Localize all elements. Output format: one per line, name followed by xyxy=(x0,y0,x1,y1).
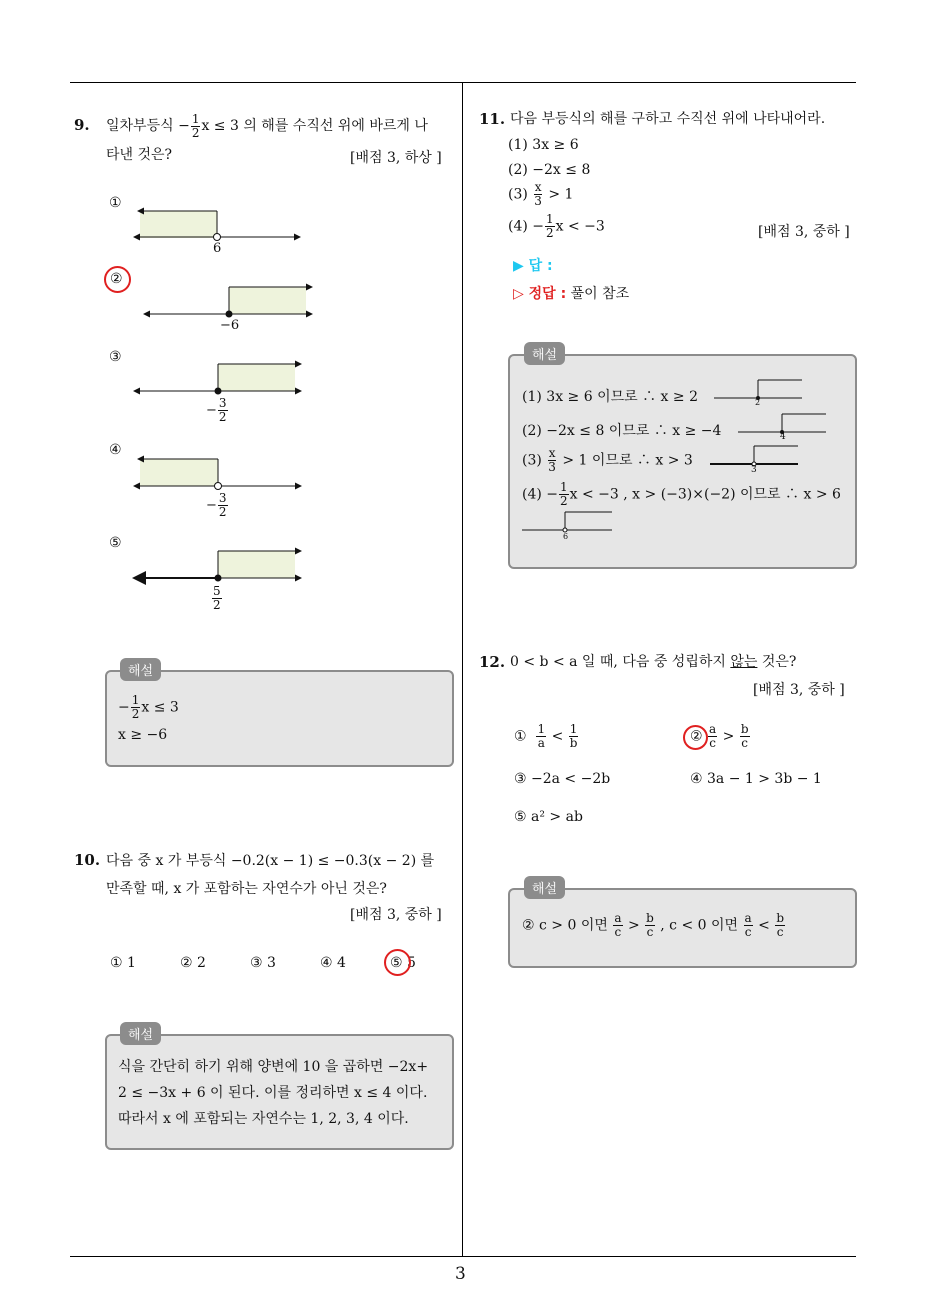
q12-solution-tab: 해설 xyxy=(524,876,565,899)
q9-score: [배점 3, 하상 ] xyxy=(350,150,442,166)
q12-choice-5[interactable]: ⑤ a² > ab xyxy=(514,809,583,825)
q9-option5-line[interactable] xyxy=(134,551,301,582)
q12-choice-4[interactable]: ④ 3a − 1 > 3b − 1 xyxy=(690,771,822,787)
q12-choice-2[interactable]: ② $\frac{a}{c}$ > $\frac{b}{c}$ xyxy=(690,722,749,750)
q10-choice-4[interactable]: ④ 4 xyxy=(320,955,346,971)
q11-text: 다음 부등식의 해를 구하고 수직선 위에 나타내어라. xyxy=(510,111,826,127)
page-number: 3 xyxy=(455,1264,466,1284)
q9-option5-tick: $\frac{5}{2}$ xyxy=(213,584,221,612)
q11-number: 11. xyxy=(479,110,506,128)
q12-answer-circle xyxy=(683,725,708,750)
q10-text-line2: 만족할 때, x 가 포함하는 자연수가 아닌 것은? xyxy=(106,881,387,897)
q11-score: [배점 3, 중하 ] xyxy=(758,224,850,240)
q11-solution-4: (4) − $\frac{1}{2}$ x < −3 , x > (−3)×(−2) 이므로 ∴ x > 6 xyxy=(522,480,841,508)
q12-solution-line: ② c > 0 이면 $\frac{a}{c}$ > $\frac{b}{c}$ , c < 0 이면 $\frac{a}{c}$ < $\frac{b}{c}$ xyxy=(522,911,784,939)
top-rule xyxy=(70,82,856,83)
q10-answer-circle xyxy=(384,949,411,976)
q9-number: 9. xyxy=(74,116,90,134)
q11-item-4: (4) − $\frac{1}{2}$ x < −3 xyxy=(508,212,605,240)
q10-choice-5[interactable]: ⑤ 5 xyxy=(390,955,416,971)
q9-option1-tick: 6 xyxy=(213,241,222,256)
q9-option4-line[interactable] xyxy=(134,459,301,490)
q9-text-line2: 타낸 것은? xyxy=(106,147,173,163)
q12-choice-3[interactable]: ③ −2a < −2b xyxy=(514,771,611,787)
q10-solution-line2: 2 ≤ −3x + 6 이 된다. 이를 정리하면 x ≤ 4 이다. xyxy=(118,1085,428,1101)
q11-answer-label: ▶ 답 : xyxy=(513,258,553,274)
q12-choice-1[interactable]: ① $\frac{1}{a}$ < $\frac{1}{b}$ xyxy=(514,722,578,750)
q11-solution-2: (2) −2x ≤ 8 이므로 ∴ x ≥ −4 xyxy=(522,423,722,439)
q11-solution-1: (1) 3x ≥ 6 이므로 ∴ x ≥ 2 xyxy=(522,389,698,405)
q10-solution-line1: 식을 간단히 하기 위해 양변에 10 을 곱하면 −2x+ xyxy=(118,1059,429,1075)
q12-text: 0 < b < a 일 때, 다음 중 성립하지 않는 것은? xyxy=(510,654,797,670)
q11-item-2: (2) −2x ≤ 8 xyxy=(508,162,591,178)
q12-number: 12. xyxy=(479,653,506,671)
q11-correct-label: ▷ 정답 : xyxy=(513,286,567,302)
q10-solution-line3: 따라서 x 에 포함되는 자연수는 1, 2, 3, 4 이다. xyxy=(118,1111,409,1127)
q11-correct-line xyxy=(513,283,629,303)
q11-solution-4-line xyxy=(520,508,620,538)
q9-option4-tick: − $\frac{3}{2}$ xyxy=(206,491,227,519)
q11-solution-4-tick: 6 xyxy=(563,532,569,541)
q9-option2-line[interactable] xyxy=(144,287,312,318)
q9-text-post: x ≤ 3 의 해를 수직선 위에 바르게 나 xyxy=(201,118,428,134)
q11-solution-tab: 해설 xyxy=(524,342,565,365)
q11-solution-3-tick: 3 xyxy=(751,465,757,475)
q9-option1-marker[interactable]: ① xyxy=(109,195,122,211)
q9-option4-marker[interactable]: ④ xyxy=(109,442,122,458)
q12-score: [배점 3, 중하 ] xyxy=(753,682,845,698)
q10-choice-2[interactable]: ② 2 xyxy=(180,955,206,971)
q9-option3-marker[interactable]: ③ xyxy=(109,349,122,365)
bottom-rule xyxy=(70,1256,856,1257)
column-divider xyxy=(462,82,463,1257)
q9-solution-tab: 해설 xyxy=(120,658,161,681)
q9-solution-line2: x ≥ −6 xyxy=(118,727,168,743)
q9-option5-marker[interactable]: ⑤ xyxy=(109,535,122,551)
q9-option2-tick: −6 xyxy=(220,318,240,333)
q9-option3-line[interactable] xyxy=(134,364,301,395)
q10-solution-tab: 해설 xyxy=(120,1022,161,1045)
q9-solution-line1: − $\frac{1}{2}$ x ≤ 3 xyxy=(118,693,179,721)
q9-option3-tick: − $\frac{3}{2}$ xyxy=(206,396,227,424)
q11-item-3: (3) $\frac{x}{3}$ > 1 xyxy=(508,180,574,208)
q11-solution-3: (3) $\frac{x}{3}$ > 1 이므로 ∴ x > 3 xyxy=(522,446,693,474)
q9-text-pre: 일차부등식 xyxy=(106,118,179,134)
q11-item-1: (1) 3x ≥ 6 xyxy=(508,137,579,153)
q9-option1-line[interactable] xyxy=(134,211,300,241)
q9-answer-circle xyxy=(104,266,131,293)
q10-text-line1: 다음 중 x 가 부등식 −0.2(x − 1) ≤ −0.3(x − 2) 를 xyxy=(106,853,435,869)
q9-fraction: $\frac{1}{2}$ xyxy=(191,111,200,140)
q11-solution-1-tick: 2 xyxy=(755,398,761,407)
q11-solution-2-tick: 4 xyxy=(780,432,786,442)
q10-choice-3[interactable]: ③ 3 xyxy=(250,955,276,971)
q10-choice-1[interactable]: ① 1 xyxy=(110,955,136,971)
q12-text-underline: 않는 xyxy=(730,654,758,670)
q10-score: [배점 3, 중하 ] xyxy=(350,907,442,923)
q10-number: 10. xyxy=(74,851,101,869)
q9-option2-marker[interactable]: ② xyxy=(110,271,123,287)
q9-text: 일차부등식 − $\frac{1}{2}$ x ≤ 3 의 해를 수직선 위에 바르게 나 xyxy=(106,111,428,140)
q11-correct-value: 풀이 참조 xyxy=(570,286,630,302)
